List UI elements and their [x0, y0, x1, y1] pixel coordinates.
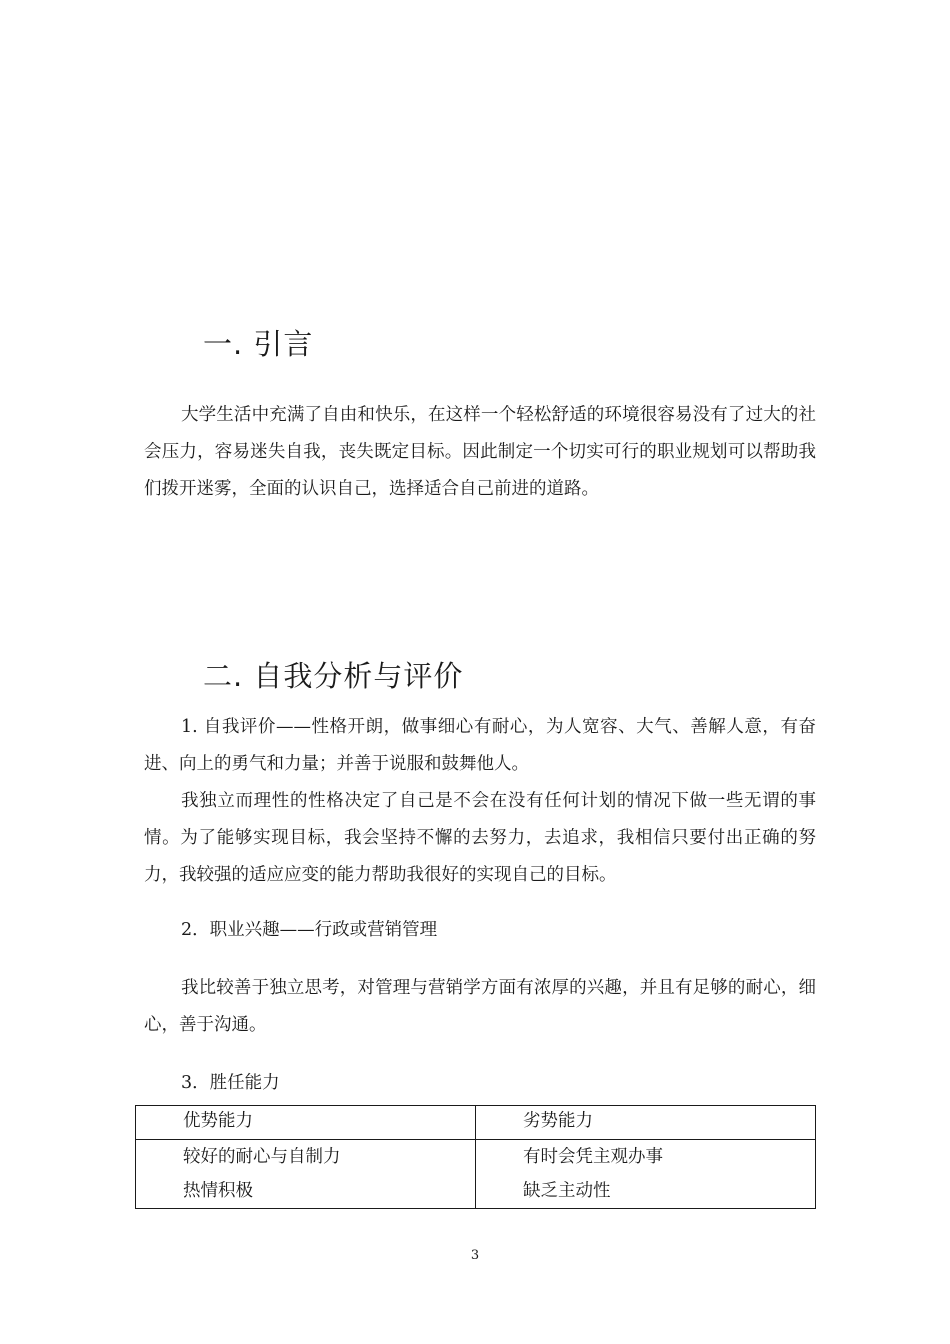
weakness-item: 缺乏主动性 — [523, 1181, 611, 1201]
strengths-header: 优势能力 — [183, 1111, 253, 1131]
competency-table — [135, 1105, 816, 1209]
table-row — [136, 1140, 816, 1209]
table-header-cell — [136, 1106, 476, 1140]
personality-paragraph: 我独立而理性的性格决定了自己是不会在没有任何计划的情况下做一些无谓的事情。为了能够实现目标，我会坚持不懈的去努力，去追求，我相信只要付出正确的努力，我较强的适应应变的能力帮助我很好的实现自己的目标。 — [144, 791, 816, 885]
self-evaluation-paragraph: 1. 自我评价——性格开朗，做事细心有耐心，为人宽容、大气、善解人意，有奋进、向上的勇气和力量；并善于说服和鼓舞他人。 — [144, 717, 816, 774]
weaknesses-header: 劣势能力 — [523, 1111, 593, 1131]
strength-item: 热情积极 — [183, 1181, 253, 1201]
weakness-item: 有时会凭主观办事 — [523, 1147, 663, 1167]
weaknesses-cell — [476, 1140, 816, 1209]
table-header-cell — [476, 1106, 816, 1140]
strength-item: 较好的耐心与自制力 — [183, 1147, 341, 1167]
table-header-row — [136, 1106, 816, 1140]
page-number: 3 — [470, 1248, 480, 1263]
career-interest-paragraph: 我比较善于独立思考，对管理与营销学方面有浓厚的兴趣，并且有足够的耐心，细心，善于沟通。 — [144, 978, 816, 1035]
intro-paragraph: 大学生活中充满了自由和快乐，在这样一个轻松舒适的环境很容易没有了过大的社会压力，容易迷失自我，丧失既定目标。因此制定一个切实可行的职业规划可以帮助我们拨开迷雾，全面的认识自己，选择适合自己前进的道路。 — [144, 405, 816, 499]
strengths-cell — [136, 1140, 476, 1209]
section-heading-self-analysis: 二. 自我分析与评价 — [203, 659, 464, 693]
section-heading-intro: 一. 引言 — [203, 327, 314, 361]
competency-title: 3．胜任能力 — [181, 1073, 280, 1093]
career-interest-title: 2．职业兴趣——行政或营销管理 — [181, 920, 438, 940]
